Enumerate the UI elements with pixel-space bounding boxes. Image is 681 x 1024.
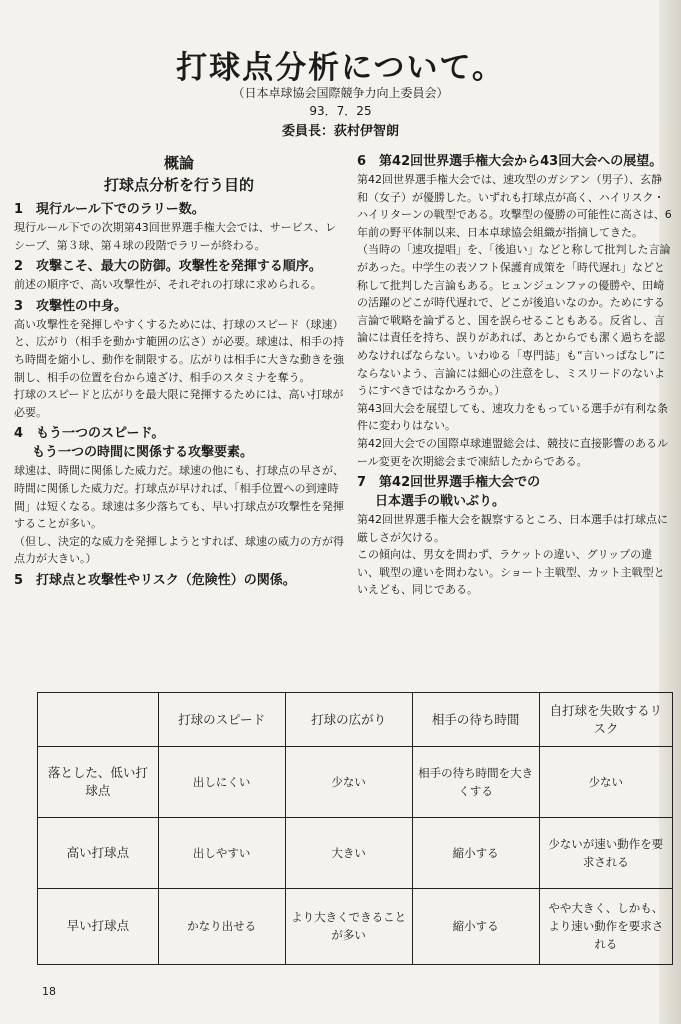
table-row <box>38 747 673 818</box>
section-4-heading: 4 もう一つのスピード。 <box>14 426 165 442</box>
section-4-text-2: （但し、決定的な威力を発揮しようとすれば、球速の威力の方が得点力が大きい。） <box>14 534 344 566</box>
section-3-text-2: 打球のスピードと広がりを最大限に発揮するためには、高い打球が必要。 <box>14 388 344 419</box>
section-3-text-1: 高い攻撃性を発揮しやすくするためには、打球のスピード（球速）と、広がり（相手を動かす範囲の広さ）が必要。球速は、相手の持ち時間を縮小し、動作を制限する。広がりは相手に大きな動きを強制し、相手の位置を台から遠ざけ、相手のスタミナを奪う。 <box>14 317 344 384</box>
date-line: 93．7．25 <box>309 104 372 118</box>
overview-title: 概論 <box>163 154 194 172</box>
hit-point-table <box>37 692 673 965</box>
cell-spread: 大きい <box>285 818 412 889</box>
cell-spread: 少ない <box>285 747 412 818</box>
table-header-wait: 相手の待ち時間 <box>412 693 539 747</box>
section-6-text-3: 第43回大会を展望しても、速攻力をもっている選手が有利な条件に変わりはない。 <box>357 401 668 433</box>
section-4-text-1: 球速は、時間に関係した威力だ。球速の他にも、打球点の早さが、時間に関係した威力だ。打球点が早ければ、「相手位置への到達時間」は短くなる。球速は多少落ちても、早い打球点が攻撃性を発揮することが多い。 <box>14 464 344 531</box>
cell-wait: 縮小する <box>412 818 539 889</box>
row-label: 高い打球点 <box>38 818 159 889</box>
section-2-text: 前述の順序で、高い攻撃性が、それぞれの打球に求められる。 <box>14 278 322 292</box>
comparison-table <box>37 692 673 965</box>
section-6-text-1: 第42回世界選手権大会では、速攻型のガシアン（男子）、玄静和（女子）が優勝した。いずれも打球点が高く、ハイリスク・ハイリターンの戦型である。攻撃型の優勝の可能性に高さは、6年前の野平体制以来、日本卓球協会組織が指摘してきた。 <box>357 173 672 239</box>
table-header-risk: 自打球を失敗するリスク <box>539 693 672 747</box>
section-1-text: 現行ルール下での次期第43回世界選手権大会では、サービス、レシーブ、第３球、第４球の段階でラリーが終わる。 <box>14 221 337 252</box>
cell-risk: 少ない <box>539 747 672 818</box>
table-row <box>38 818 673 889</box>
cell-wait: 相手の待ち時間を大きくする <box>412 747 539 818</box>
section-5-heading: 5 打球点と攻撃性やリスク（危険性）の関係。 <box>14 572 296 588</box>
section-7-text-2: この傾向は、男女を問わず、ラケットの違い、グリップの違い、戦型の違いを問わない。ショート主戦型、カット主戦型といえども、同じである。 <box>357 548 665 597</box>
organization-line: （日本卓球協会国際競争力向上委員会） <box>232 86 449 100</box>
purpose-title: 打球点分析を行う目的 <box>103 176 254 194</box>
page-number: 18 <box>42 985 56 998</box>
section-7-text-1: 第42回世界選手権大会を観察するところ、日本選手は打球点に厳しさが欠ける。 <box>357 513 668 544</box>
section-7-heading-line-2: 日本選手の戦いぶり。 <box>375 494 506 510</box>
cell-risk: 少ないが速い動作を要求される <box>539 818 672 889</box>
cell-wait: 縮小する <box>412 888 539 964</box>
cell-speed: 出しやすい <box>158 818 285 889</box>
right-column <box>357 152 672 599</box>
row-label: 早い打球点 <box>38 888 159 964</box>
table-header-blank <box>38 693 159 747</box>
section-3-heading: 3 攻撃性の中身。 <box>14 298 128 314</box>
cell-spread: より大きくできることが多い <box>285 888 412 964</box>
section-6-text-4: 第42回大会での国際卓球連盟総会は、競技に直接影響のあるルール変更を次期総会まで凍結したからである。 <box>357 436 668 468</box>
cell-speed: かなり出せる <box>158 888 285 964</box>
cell-risk: やや大きく、しかも、より速い動作を要求される <box>539 888 672 964</box>
section-1-heading: 1 現行ルール下でのラリー数。 <box>14 202 205 217</box>
section-7-heading: 7 第42回世界選手権大会での <box>357 475 541 491</box>
chairman-line: 委員長：荻村伊智朗 <box>281 124 399 139</box>
page-title: 打球点分析について。 <box>176 50 505 86</box>
left-column <box>14 152 344 590</box>
cell-speed: 出しにくい <box>158 747 285 818</box>
section-4-subheading: もう一つの時間に関係する攻撃要素。 <box>32 445 254 461</box>
row-label: 落とした、低い打球点 <box>38 747 159 818</box>
table-header-row <box>38 693 673 747</box>
table-header-spread: 打球の広がり <box>285 693 412 747</box>
table-row <box>38 888 673 964</box>
section-6-heading: 6 第42回世界選手権大会から43回大会への展望。 <box>357 154 663 169</box>
section-6-text-2: （当時の「速攻提唱」を、「後追い」などと称して批判した言論があった。中学生の表ソフト保護育成策を「時代遅れ」などと称して批判した言論もある。ヒュンジュンファの優勝や、田崎の活躍のどこが時代遅れで、どこが後追いなのか。ためにする言論で戦略を論ずると、国を誤らせることもある。反省し、言論には責任を持ち、誤りがあれば、あとからでも潔く過ちを認めなければならない。いわゆる「専門誌」も“言いっぱなし”にならないよう、言論には細心の注意をし、ミスリードのないようにすべきではなかろうか。） <box>357 243 671 398</box>
section-2-heading: 2 攻撃こそ、最大の防御。攻撃性を発揮する順序。 <box>14 259 322 275</box>
table-header-speed: 打球のスピード <box>158 693 285 747</box>
